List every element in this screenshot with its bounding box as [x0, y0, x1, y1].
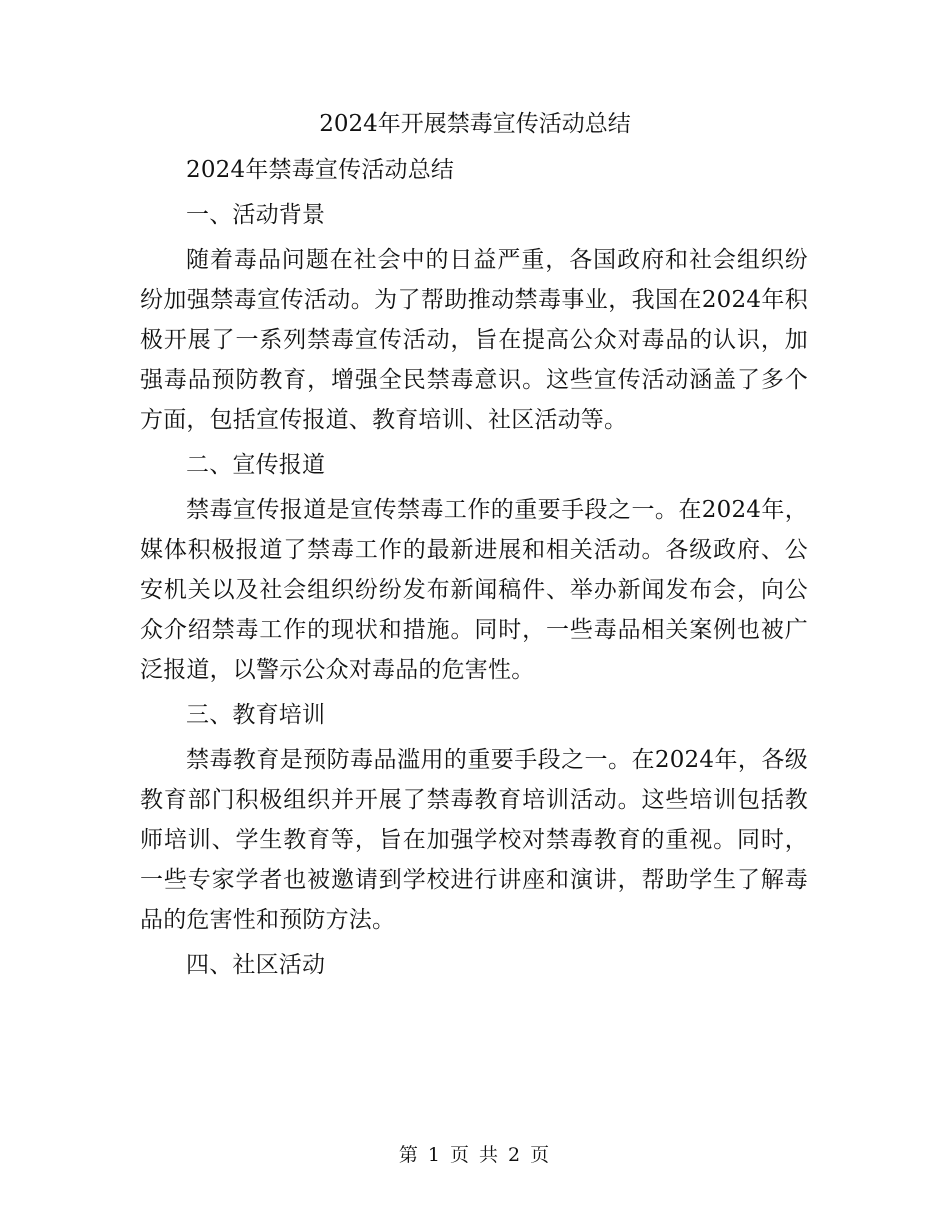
document-title: 2024年开展禁毒宣传活动总结: [319, 111, 631, 137]
section-heading-background: 一、活动背景: [186, 202, 326, 228]
page-number: 第 1 页 共 2 页: [398, 1144, 552, 1166]
section-paragraph-education: 禁毒教育是预防毒品滥用的重要手段之一。在2024年，各级教育部门积极组织并开展了禁毒教育培训活动。这些培训包括教师培训、学生教育等，旨在加强学校对禁毒教育的重视。同时，一些专家学者也被邀请到学校进行讲座和演讲，帮助学生了解毒品的危害性和预防方法。: [140, 747, 808, 933]
section-heading-education: 三、教育培训: [186, 702, 326, 728]
section-heading-reporting: 二、宣传报道: [186, 452, 326, 478]
document-body: [140, 150, 808, 990]
section-heading-community: 四、社区活动: [186, 952, 326, 978]
document-subtitle: 2024年禁毒宣传活动总结: [186, 157, 455, 183]
section-paragraph-background: 随着毒品问题在社会中的日益严重，各国政府和社会组织纷纷加强禁毒宣传活动。为了帮助推动禁毒事业，我国在2024年积极开展了一系列禁毒宣传活动，旨在提高公众对毒品的认识，加强毒品预防教育，增强全民禁毒意识。这些宣传活动涵盖了多个方面，包括宣传报道、教育培训、社区活动等。: [140, 247, 808, 433]
section-paragraph-reporting: 禁毒宣传报道是宣传禁毒工作的重要手段之一。在2024年，媒体积极报道了禁毒工作的最新进展和相关活动。各级政府、公安机关以及社会组织纷纷发布新闻稿件、举办新闻发布会，向公众介绍禁毒工作的现状和措施。同时，一些毒品相关案例也被广泛报道，以警示公众对毒品的危害性。: [140, 497, 808, 683]
